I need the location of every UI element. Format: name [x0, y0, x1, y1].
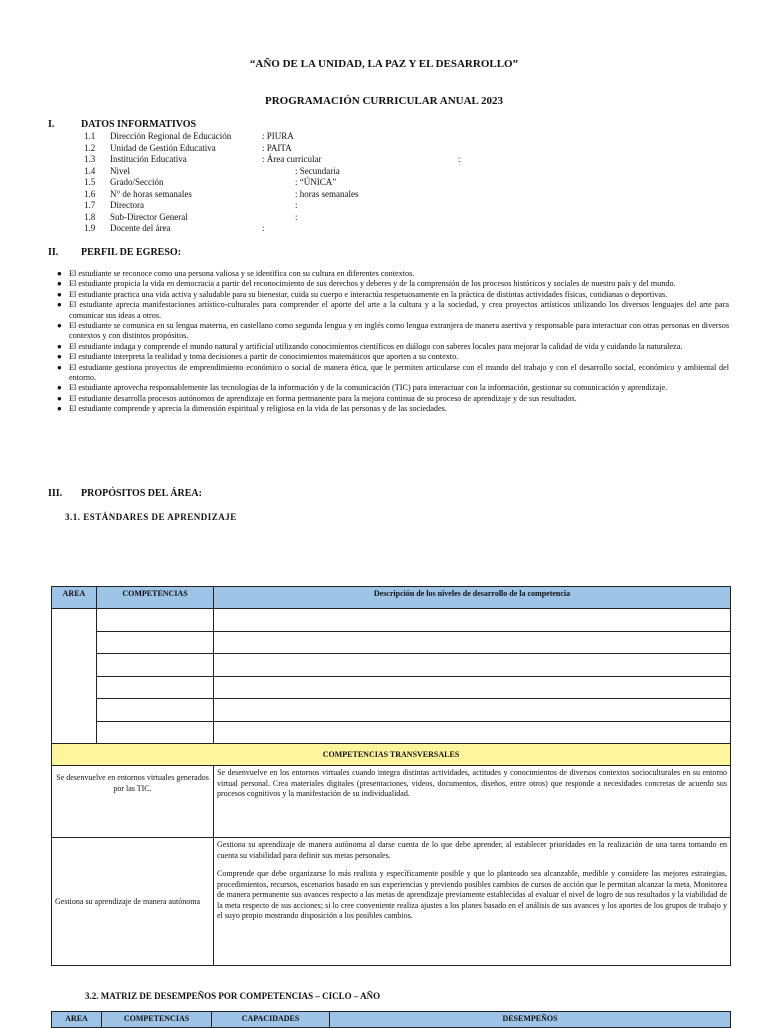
list-item: ● El estudiante se reconoce como una persona valiosa y se identifica con su cultura en diferentes contextos.: [57, 269, 415, 278]
col-competencias: COMPETENCIAS: [97, 587, 214, 609]
list-item: ● El estudiante aprovecha responsablemente las tecnologías de la información y de la comunicación (TIC) para interactuar con la información, gestionar su comunicación y aprendizaje.: [57, 383, 668, 393]
matriz-table: [51, 1011, 731, 1028]
list-item: ● El estudiante practica una vida activa y saludable para su bienestar, cuida su cuerpo e interactúa respetuosamente en la práctica de distintas actividades físicas, cotidianas o deportivas.: [57, 289, 668, 299]
table-row: [52, 631, 731, 654]
table-row: [52, 838, 731, 966]
table-row: [52, 609, 731, 632]
table-row: [52, 676, 731, 699]
section3-number: III.: [48, 488, 63, 499]
subsection-estandares: 3.1. ESTÁNDARES DE APRENDIZAJE: [65, 512, 237, 522]
transversal-descripcion-1: Se desenvuelve en los entornos virtuales cuando integra distintas actividades, actitudes y conocimientos de diversos contextos socioculturales en su entorno virtual personal. Crea materiales digitales (presentaciones, videos, documentos, diseños, entre otros) que responde a necesidades concretas de acuerdo sus procesos cognitivos y la manifestación de su individualidad.: [214, 766, 731, 838]
col-area: AREA: [52, 1012, 102, 1028]
section1-title: DATOS INFORMATIVOS: [81, 119, 197, 130]
table-header-row: [52, 1012, 731, 1028]
transversal-descripcion-2: Gestiona su aprendizaje de manera autónoma al darse cuenta de lo que debe aprender, al establecer prioridades en la realización de una tarea tomando en cuenta su viabilidad para definir sus metas personales. Comprende que debe organizarse lo más realista y específicamente posible y que lo planteado sea alcanzable, medible y considere las mejores estrategias, procedimientos, recursos, escenarios basado en sus experiencias y previendo posibles cambios de cursos de acción que le permitan alcanzar la meta. Monitorea de manera permanente sus avances respecto a las metas de aprendizaje previamente establecidas al evaluar el nivel de logro de sus resultados y la viabilidad de la meta respecto de sus acciones; si lo cree conveniente realiza ajustes a los planes basado en el análisis de sus avances y los aportes de los grupos de trabajo y el suyo propio mostrando disposición a los posibles cambios.: [214, 838, 731, 966]
list-item: ● El estudiante comprende y aprecia la dimensión espiritual y religiosa en la vida de las personas y de las sociedades.: [57, 404, 447, 414]
datos-item: 1.5 Grado/Sección : “ÚNICA”: [84, 177, 337, 187]
list-item: ● El estudiante desarrolla procesos autónomos de aprendizaje en forma permanente para la mejora continua de su proceso de aprendizaje y de sus resultados.: [57, 393, 577, 403]
list-item: ● El estudiante aprecia manifestaciones artístico-culturales para comprender el aporte del arte a la cultura y a la sociedad, y crea proyectos artísticos utilizando los diversos lenguajes del arte para comunicar sus ideas a otros.: [57, 300, 729, 320]
col-descripcion: Descripción de los niveles de desarrollo de la competencia: [214, 587, 731, 609]
col-competencias: COMPETENCIAS: [102, 1012, 212, 1028]
subsection-matriz: 3.2. MATRIZ DE DESEMPEÑOS POR COMPETENCIAS – CICLO – AÑO: [85, 991, 381, 1001]
table-row: [52, 766, 731, 838]
col-area: AREA: [52, 587, 97, 609]
datos-item: 1.8 Sub-Director General :: [84, 211, 298, 222]
list-item: ● El estudiante propicia la vida en democracia a partir del reconocimiento de sus derechos y deberes y de la comprensión de los procesos históricos y sociales de nuestro país y del mundo.: [57, 279, 676, 289]
table-row: [52, 654, 731, 677]
descripcion-cell: [214, 609, 731, 632]
transversal-competencia-2: Gestiona su aprendizaje de manera autónoma: [52, 838, 214, 966]
list-item: ● El estudiante gestiona proyectos de emprendimiento económico o social de manera ética, que le permiten articularse con el mundo del trabajo y con el desarrollo social, económico y ambiental del entorno.: [57, 362, 729, 383]
datos-item: 1.1 Dirección Regional de Educación : PIURA: [84, 131, 294, 141]
table-header-row: [52, 587, 731, 609]
section1-number: I.: [48, 119, 55, 130]
datos-item: 1.2 Unidad de Gestión Educativa : PAITA: [84, 142, 292, 153]
section2-title: PERFIL DE EGRESO:: [81, 247, 182, 258]
datos-item: 1.4 Nivel : Secundaria: [84, 165, 340, 176]
col-capacidades: CAPACIDADES: [212, 1012, 330, 1028]
datos-item: 1.7 Directora :: [84, 200, 298, 210]
perfil-egreso-list: [57, 269, 729, 415]
table-row: [52, 721, 731, 744]
datos-item: 1.9 Docente del área :: [84, 223, 265, 233]
transversal-header-row: [52, 744, 731, 766]
datos-item: 1.6 N° de horas semanales : horas semanales: [84, 188, 359, 199]
transversal-competencia-1: Se desenvuelve en entornos virtuales generados por las TIC.: [52, 766, 214, 838]
area-cell: [52, 609, 97, 744]
estandares-table: [51, 586, 731, 966]
col-desempenos: DESEMPEÑOS: [330, 1012, 731, 1028]
competencia-cell: [97, 609, 214, 632]
transversal-title: COMPETENCIAS TRANSVERSALES: [52, 744, 731, 766]
table-row: [52, 699, 731, 722]
year-motto: “AÑO DE LA UNIDAD, LA PAZ Y EL DESARROLLO”: [249, 58, 519, 70]
datos-item: 1.3 Institución Educativa : Área curricular :: [84, 154, 461, 164]
list-item: ● El estudiante interpreta la realidad y toma decisiones a partir de conocimientos matemáticos que aporten a su contexto.: [57, 352, 459, 362]
section2-number: II.: [48, 247, 59, 258]
document-title: PROGRAMACIÓN CURRICULAR ANUAL 2023: [264, 95, 504, 107]
section3-title: PROPÓSITOS DEL ÁREA:: [81, 488, 202, 499]
list-item: ● El estudiante se comunica en su lengua materna, en castellano como segunda lengua y en inglés como lengua extranjera de manera asertiva y responsable para interactuar con otras personas en diversos contextos y con distintos propósitos.: [57, 321, 729, 341]
list-item: ● El estudiante indaga y comprende el mundo natural y artificial utilizando conocimientos científicos en diálogo con saberes locales para mejorar la calidad de vida y cuidando la naturaleza.: [57, 341, 683, 351]
